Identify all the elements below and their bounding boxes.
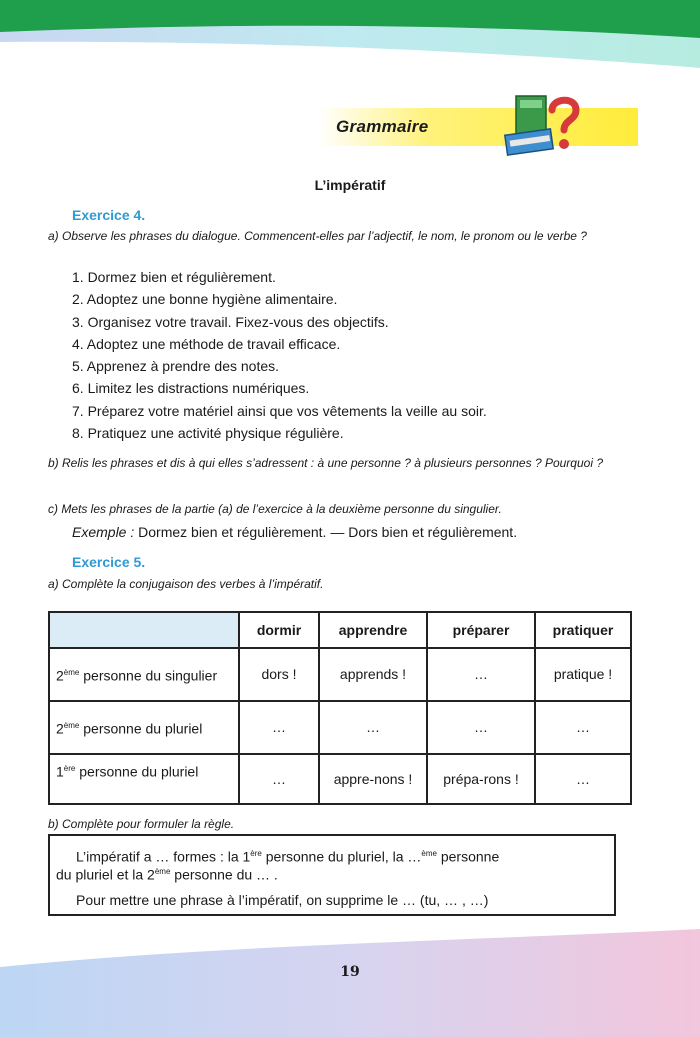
row-label bbox=[49, 648, 239, 701]
section-title: Grammaire bbox=[336, 117, 429, 136]
row-label-text: personne du singulier bbox=[83, 667, 218, 684]
rule-text: L’impératif a … formes : la 1 bbox=[76, 848, 251, 865]
list-item: 6. Limitez les distractions numériques. bbox=[72, 380, 310, 397]
table-cell: … bbox=[239, 701, 319, 754]
exercise-4-instruction-c: c) Mets les phrases de la partie (a) de l’exercice à la deuxième personne du singulier. bbox=[48, 502, 502, 516]
list-item: 2. Adoptez une bonne hygiène alimentaire. bbox=[72, 291, 338, 308]
rule-box bbox=[48, 834, 616, 916]
page-title: L’impératif bbox=[314, 177, 386, 193]
list-item: 7. Préparez votre matériel ainsi que vos vêtements la veille au soir. bbox=[72, 402, 487, 419]
exercise-5-title: Exercice 5. bbox=[72, 554, 146, 570]
column-header: préparer bbox=[427, 612, 535, 648]
rule-text: du pluriel et la 2 bbox=[56, 866, 155, 883]
table-cell: prépa-rons ! bbox=[427, 754, 535, 804]
table-row bbox=[49, 701, 631, 754]
sentence-list bbox=[72, 266, 487, 444]
table-cell: … bbox=[535, 701, 631, 754]
table-cell: … bbox=[239, 754, 319, 804]
row-label-text: personne du pluriel bbox=[83, 720, 203, 737]
rule-line-3: Pour mettre une phrase à l’impératif, on supprime le … (tu, … , …) bbox=[76, 892, 489, 908]
exercise-5-instruction-b: b) Complète pour formuler la règle. bbox=[48, 817, 235, 831]
ordinal-suffix: ème bbox=[63, 721, 80, 731]
table-cell: appre-nons ! bbox=[319, 754, 427, 804]
column-header: apprendre bbox=[319, 612, 427, 648]
exercise-4-instruction-a: a) Observe les phrases du dialogue. Commencent-elles par l’adjectif, le nom, le pronom ou le verbe ? bbox=[48, 229, 587, 243]
ordinal: 2 bbox=[56, 667, 64, 684]
ordinal: 1 bbox=[56, 763, 64, 780]
column-header: pratiquer bbox=[535, 612, 631, 648]
exercise-4-title: Exercice 4. bbox=[72, 207, 146, 223]
list-item: 5. Apprenez à prendre des notes. bbox=[72, 358, 280, 375]
row-label bbox=[49, 701, 239, 754]
rule-line-2 bbox=[56, 863, 278, 884]
top-decorative-band bbox=[0, 0, 700, 75]
table-header-row bbox=[49, 612, 631, 648]
list-item: 1. Dormez bien et régulièrement. bbox=[72, 269, 276, 285]
list-item: 4. Adoptez une méthode de travail efficace. bbox=[72, 335, 341, 352]
example-label: Exemple : bbox=[72, 524, 135, 540]
column-header: dormir bbox=[239, 612, 319, 648]
bottom-decorative-band bbox=[0, 927, 700, 1037]
ordinal-suffix: ère bbox=[250, 849, 262, 858]
table-cell: … bbox=[427, 701, 535, 754]
example-line bbox=[72, 524, 517, 540]
table-row bbox=[49, 754, 631, 804]
conjugation-table bbox=[48, 611, 632, 805]
books-question-icon bbox=[500, 88, 586, 164]
ordinal-suffix: ème bbox=[154, 867, 171, 876]
row-label bbox=[49, 754, 239, 804]
rule-text: personne du … . bbox=[170, 866, 278, 883]
exercise-4-instruction-b: b) Relis les phrases et dis à qui elles s’adressent : à une personne ? à plusieurs personnes ? Pourquoi ? bbox=[48, 456, 603, 470]
list-item: 8. Pratiquez une activité physique régulière. bbox=[72, 425, 344, 442]
table-cell: … bbox=[535, 754, 631, 804]
ordinal-suffix: ère bbox=[63, 764, 76, 773]
ordinal-suffix: ème bbox=[63, 668, 80, 678]
page-number: 19 bbox=[340, 964, 360, 980]
rule-text: personne du pluriel, la … bbox=[261, 848, 422, 865]
table-row bbox=[49, 648, 631, 701]
list-item: 3. Organisez votre travail. Fixez-vous des objectifs. bbox=[72, 313, 389, 330]
table-cell: apprends ! bbox=[319, 648, 427, 701]
table-cell: … bbox=[319, 701, 427, 754]
row-label-text: personne du pluriel bbox=[79, 763, 199, 780]
example-text: Dormez bien et régulièrement. — Dors bien et régulièrement. bbox=[138, 524, 518, 540]
ordinal-suffix: ème bbox=[421, 849, 437, 858]
ordinal: 2 bbox=[56, 720, 64, 737]
rule-text: personne bbox=[436, 848, 500, 865]
table-cell: pratique ! bbox=[535, 648, 631, 701]
table-corner-cell bbox=[49, 612, 239, 648]
table-cell: dors ! bbox=[239, 648, 319, 701]
exercise-5-instruction-a: a) Complète la conjugaison des verbes à l’impératif. bbox=[48, 577, 324, 591]
table-cell: … bbox=[427, 648, 535, 701]
